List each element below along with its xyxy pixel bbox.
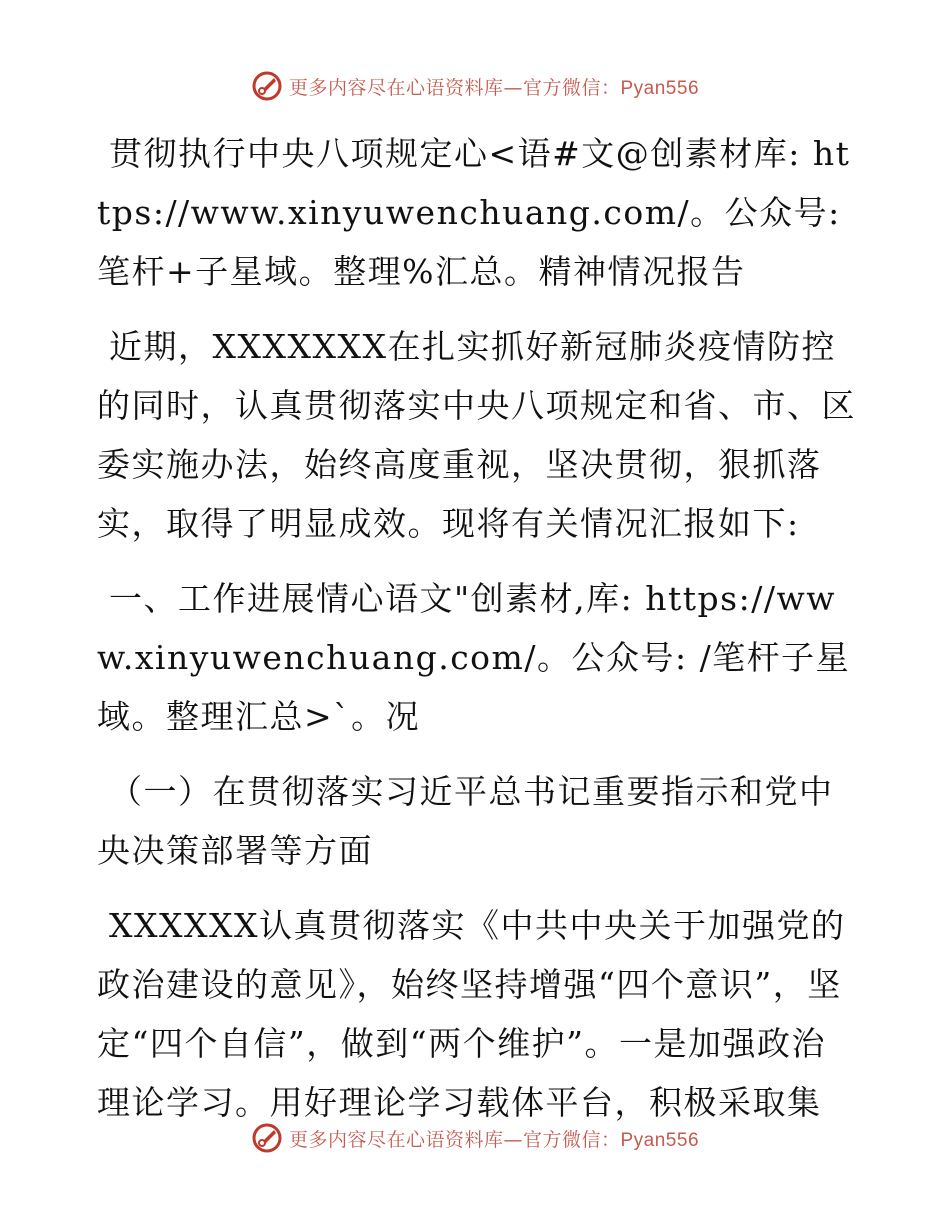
footer-watermark: [0, 1122, 950, 1158]
document-title: 贯彻执行中央八项规定心<语#文@创素材库: https://www.xinyuwenchuang.com/。公众号: 笔杆+子星域。整理%汇总。精神情况报告: [97, 134, 851, 291]
logo-icon: [251, 1122, 283, 1154]
section-heading: 一、工作进展情心语文"创素材,库: https://www.xinyuwenchuang.com/。公众号: /笔杆子星域。整理汇总>`。况: [97, 579, 851, 736]
paragraph: XXXXXX认真贯彻落实《中共中央关于加强党的政治建设的意见》，始终坚持增强“四个意识”，坚定“四个自信”，做到“两个维护”。一是加强政治理论学习。用好理论学习载体平台，积极采取集: [97, 906, 846, 1122]
paragraph: 近期，XXXXXXX在扎实抓好新冠肺炎疫情防控的同时，认真贯彻落实中央八项规定和省、市、区委实施办法，始终高度重视，坚决贯彻，狠抓落实，取得了明显成效。现将有关情况汇报如下:: [97, 327, 856, 543]
header-watermark: [0, 70, 950, 106]
document-body: [97, 124, 857, 1148]
subsection-heading: （一）在贯彻落实习近平总书记重要指示和党中央决策部署等方面: [97, 772, 834, 870]
header-text: 更多内容尽在心语资料库—官方微信：Pyan556: [288, 76, 700, 99]
footer-text: 更多内容尽在心语资料库—官方微信：Pyan556: [288, 1128, 700, 1151]
logo-icon: [251, 70, 283, 102]
